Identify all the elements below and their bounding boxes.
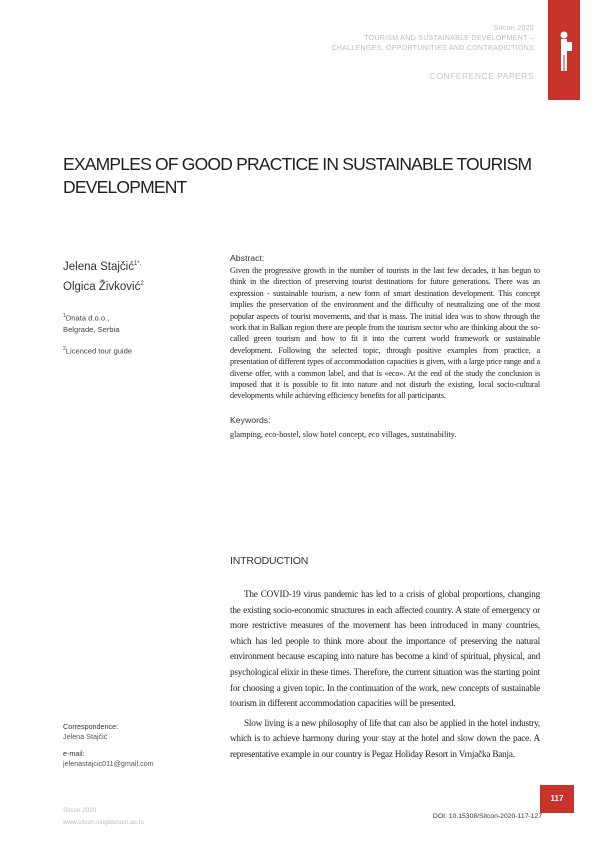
email-block (63, 749, 213, 768)
affil-sup: 2 (63, 346, 66, 353)
email-label: e-mail: (63, 749, 85, 758)
correspondence-name: Jelena Stajčić (63, 731, 108, 741)
tourist-figure-icon (553, 30, 575, 75)
author-name: Jelena Stajčić (63, 260, 134, 273)
paper-type-label: CONFERENCE PAPERS (429, 71, 534, 81)
author-sup: 2 (140, 280, 144, 287)
keywords-block (230, 415, 540, 440)
email-address[interactable]: jelenastajcic011@gmail.com (63, 758, 154, 768)
abstract-text: Given the progressive growth in the number of tourists in the last few decades, it has begun to think in the direction of preserving tourist destinations for future generations. There was an expression - sustainable tourism, a new form of smart destination development. This concept implies the preservation of the environment and the difficulty of neutralizing one of the most popular aspects of tourist movements, and that is mass. The initial idea was to show through the work that in Balkan region there are people from the tourism sector who are thinking about the so-called green tourism and how to fit it into the current world framework or sustainable development. Following the selected topic, through positive examples from practice, a presentation of different types of accommodation capacities is given, with a large price range and a diverse offer, with a common label, and that is «eco». At the end of the study the conclusion is imposed that it is possible to fit into nature and not disturb the existing, local socio-cultural developments while achieving efficiency benefits for all participants. (230, 266, 540, 401)
conference-name: Sitcon 2020 (493, 25, 534, 32)
conference-logo-bar (548, 0, 580, 100)
conference-header (332, 24, 535, 54)
author-sup: 1*, (133, 261, 142, 267)
keywords-text: glamping, eco-hostel, slow hotel concept, eco villages, sustainability. (230, 429, 457, 439)
section-heading-introduction: INTRODUCTION (230, 555, 309, 567)
footer-conf: Sitcon 2020 (63, 807, 97, 814)
footer-left (63, 805, 144, 829)
paragraph: The COVID-19 virus pandemic has led to a crisis of global proportions, changing the existing socio-economic structures in each affected country. A state of emergency or more restrictive measures of the movement has been introduced in many countries, which has led people to think more about the importance of preserving the natural environment because escaping into nature has become a kind of spiritual, physical, and psychological elixir in these times. Therefore, the current situation was the starting point for choosing a given topic. In the continuation of the work, new concepts of sustainable tourism in different accommodation capacities will be presented. (230, 589, 540, 709)
doi-link[interactable]: DOI: 10.15308/Sitcon-2020-117-127 (432, 813, 542, 820)
author-1 (63, 256, 213, 276)
footer-url[interactable]: www.sitcon.singidunum.ac.rs (63, 819, 144, 826)
affil-line: Belgrade, Serbia (63, 325, 120, 335)
correspondence-block (63, 722, 213, 768)
page-number: 117 (540, 785, 574, 813)
affil-line: Dnata d.o.o., (65, 313, 110, 323)
abstract-label: Abstract: (230, 253, 265, 263)
affil-line: Licenced tour guide (65, 346, 133, 356)
author-name: Olgica Živković (63, 280, 141, 293)
abstract-block (230, 253, 540, 440)
introduction-body (230, 587, 540, 767)
conference-theme-line-2: CHALLENGES, OPPORTUNITIES AND CONTRADICTIONS (331, 45, 534, 52)
affil-sup: 1 (63, 312, 66, 319)
keywords-label: Keywords: (230, 414, 271, 425)
correspondence-label: Correspondence: (63, 722, 119, 731)
conference-theme-line-1: TOURISM AND SUSTAINABLE DEVELOPMENT – (364, 35, 534, 42)
affiliation-1 (63, 310, 213, 337)
affiliation-2 (63, 343, 213, 358)
paragraph: Slow living is a new philosophy of life that can also be applied in the hotel industry, which is to achieve harmony during your stay at the hotel and slow down the pace. A representative example in our country is Pegaz Holiday Resort in Vrnjačka Banja. (230, 717, 540, 759)
paper-title: EXAMPLES OF GOOD PRACTICE IN SUSTAINABLE TOURISM DEVELOPMENT (63, 154, 532, 197)
author-2 (63, 276, 213, 296)
authors-block (63, 256, 213, 358)
